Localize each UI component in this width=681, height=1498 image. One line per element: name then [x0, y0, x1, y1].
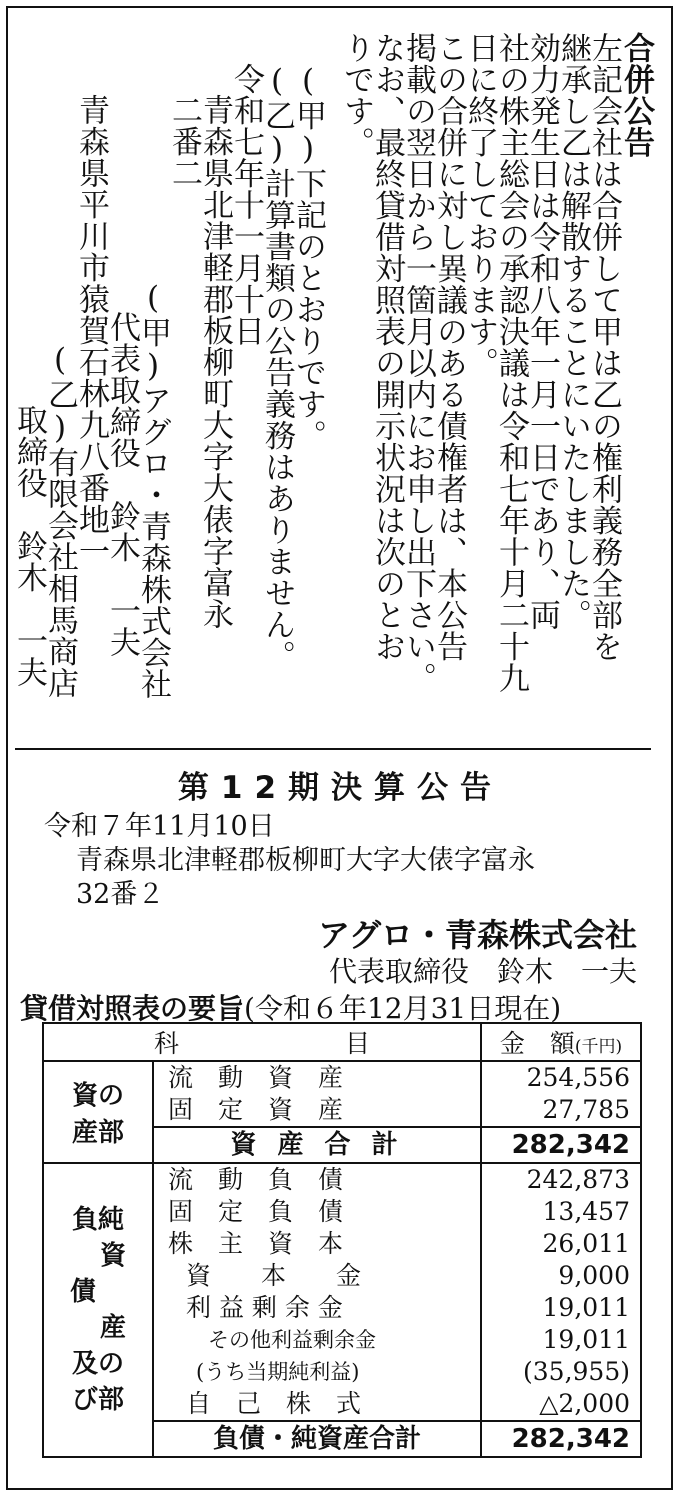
merger-column: (乙)計算書類の公告義務はありません。 [259, 63, 295, 672]
liabilities-label-line: 負純 [71, 1205, 124, 1235]
liabilities-label-line: 債 [69, 1277, 96, 1307]
liab-row-label: その他利益剰余金 [208, 1328, 376, 1352]
liabilities-label-line: 産 [99, 1313, 126, 1343]
assets-items [153, 1061, 481, 1127]
merger-column: 掲載の翌日から一箇月以内にお申し出下さい。 [400, 32, 436, 694]
merger-column: 二番二 [166, 94, 202, 189]
assets-section [43, 1061, 641, 1127]
liab-row-label: 株 主 資 本 [168, 1229, 344, 1258]
liab-row-label: 自 己 株 式 [186, 1389, 362, 1418]
merger-column: 継承し乙は解散することにいたしました。 [555, 32, 591, 631]
liab-row-value: 9,000 [558, 1261, 630, 1290]
merger-column: 取締役 鈴木 一夫 [11, 404, 47, 688]
merger-title: 合併公告 [618, 32, 654, 158]
liab-row-label: 利 益 剰 余 金 [186, 1293, 343, 1322]
table-header [43, 1023, 641, 1061]
liab-row-value: △2,000 [539, 1389, 630, 1418]
merger-column: 社の株主総会の承認決議は令和七年十月二十九 [493, 32, 529, 694]
merger-column: 効力発生日は令和八年一月一日であり、両 [524, 32, 560, 631]
assets-row-label: 固 定 資 産 [168, 1095, 344, 1124]
merger-column: 日に終了しております。 [462, 32, 498, 379]
company-name: アグロ・青森株式会社 [317, 916, 637, 954]
liab-row-value: 242,873 [526, 1165, 630, 1194]
liabilities-label [43, 1163, 153, 1457]
assets-row-value: 254,556 [526, 1063, 630, 1092]
liab-row-value: 19,011 [542, 1293, 630, 1322]
merger-column: 青森県北津軽郡板柳町大字大俵字富永 [197, 94, 233, 630]
header-item [43, 1023, 481, 1061]
merger-column: (甲)アグロ・青森株式会社 [135, 280, 171, 700]
address-line-2: 32番２ [76, 879, 165, 910]
balance-sheet-table [42, 1022, 642, 1458]
liabilities-label-line: 資 [99, 1241, 126, 1271]
liabilities-label-line: 及の [71, 1349, 124, 1379]
liabilities-values [481, 1163, 641, 1421]
liab-row-value: 19,011 [542, 1325, 630, 1354]
merger-column: 青森県平川市猿賀石林九八番地一 [73, 94, 109, 567]
header-amount [481, 1023, 641, 1061]
merger-column: (乙)有限会社相馬商店 [42, 342, 78, 699]
assets-label-line: 産部 [71, 1118, 124, 1148]
liab-row-value: (35,955) [523, 1357, 630, 1386]
bs-heading-text: 貸借対照表の要旨 [20, 992, 245, 1025]
merger-column: なお、最終貸借対照表の開示状況は次のとお [369, 32, 405, 662]
liabilities-section [43, 1163, 641, 1421]
merger-column: りです。 [338, 32, 374, 158]
liab-row-label: 流 動 負 債 [168, 1165, 344, 1194]
assets-label-line: 資の [71, 1081, 124, 1111]
assets-total-value: 282,342 [481, 1127, 641, 1163]
liabilities-label-line: び部 [71, 1385, 124, 1415]
assets-row-value: 27,785 [542, 1095, 630, 1124]
divider [15, 748, 651, 750]
header-item-1: 科 [154, 1029, 180, 1058]
merger-column: 代表取締役 鈴木 一夫 [104, 311, 140, 658]
header-unit: (千円) [574, 1037, 623, 1057]
header-amount-label: 金 額 [499, 1029, 575, 1058]
liab-row-value: 26,011 [542, 1229, 630, 1258]
liabilities-items [153, 1163, 481, 1421]
liab-row-label: (うち当期純利益) [196, 1360, 360, 1384]
address-line-1: 青森県北津軽郡板柳町大字大俵字富永 [76, 845, 535, 876]
liab-row-label: 固 定 負 債 [168, 1197, 344, 1226]
liabilities-total-value: 282,342 [481, 1421, 641, 1457]
settlement-title: 第12期決算公告 [177, 770, 504, 806]
liab-row-label: 資 本 金 [186, 1261, 362, 1290]
balance-sheet-heading [20, 987, 561, 1027]
assets-values [481, 1061, 641, 1127]
assets-total-label: 資 産 合 計 [153, 1127, 481, 1163]
settlement-date: 令和７年11月10日 [44, 811, 275, 842]
liab-row-value: 13,457 [542, 1197, 630, 1226]
representative: 代表取締役 鈴木 一夫 [328, 955, 637, 988]
assets-label [43, 1061, 153, 1163]
bs-period: (令和６年12月31日現在) [244, 992, 562, 1025]
merger-column: この合併に対し異議のある債権者は、本公告 [431, 32, 467, 662]
merger-column: (甲)下記のとおりです。 [290, 63, 326, 451]
assets-row-label: 流 動 資 産 [168, 1063, 344, 1092]
merger-column: 左記会社は合併して甲は乙の権利義務全部を [586, 32, 622, 662]
header-item-2: 目 [344, 1029, 370, 1058]
merger-column: 令和七年十一月十日 [228, 63, 264, 347]
liabilities-total-label: 負債・純資産合計 [153, 1421, 481, 1457]
